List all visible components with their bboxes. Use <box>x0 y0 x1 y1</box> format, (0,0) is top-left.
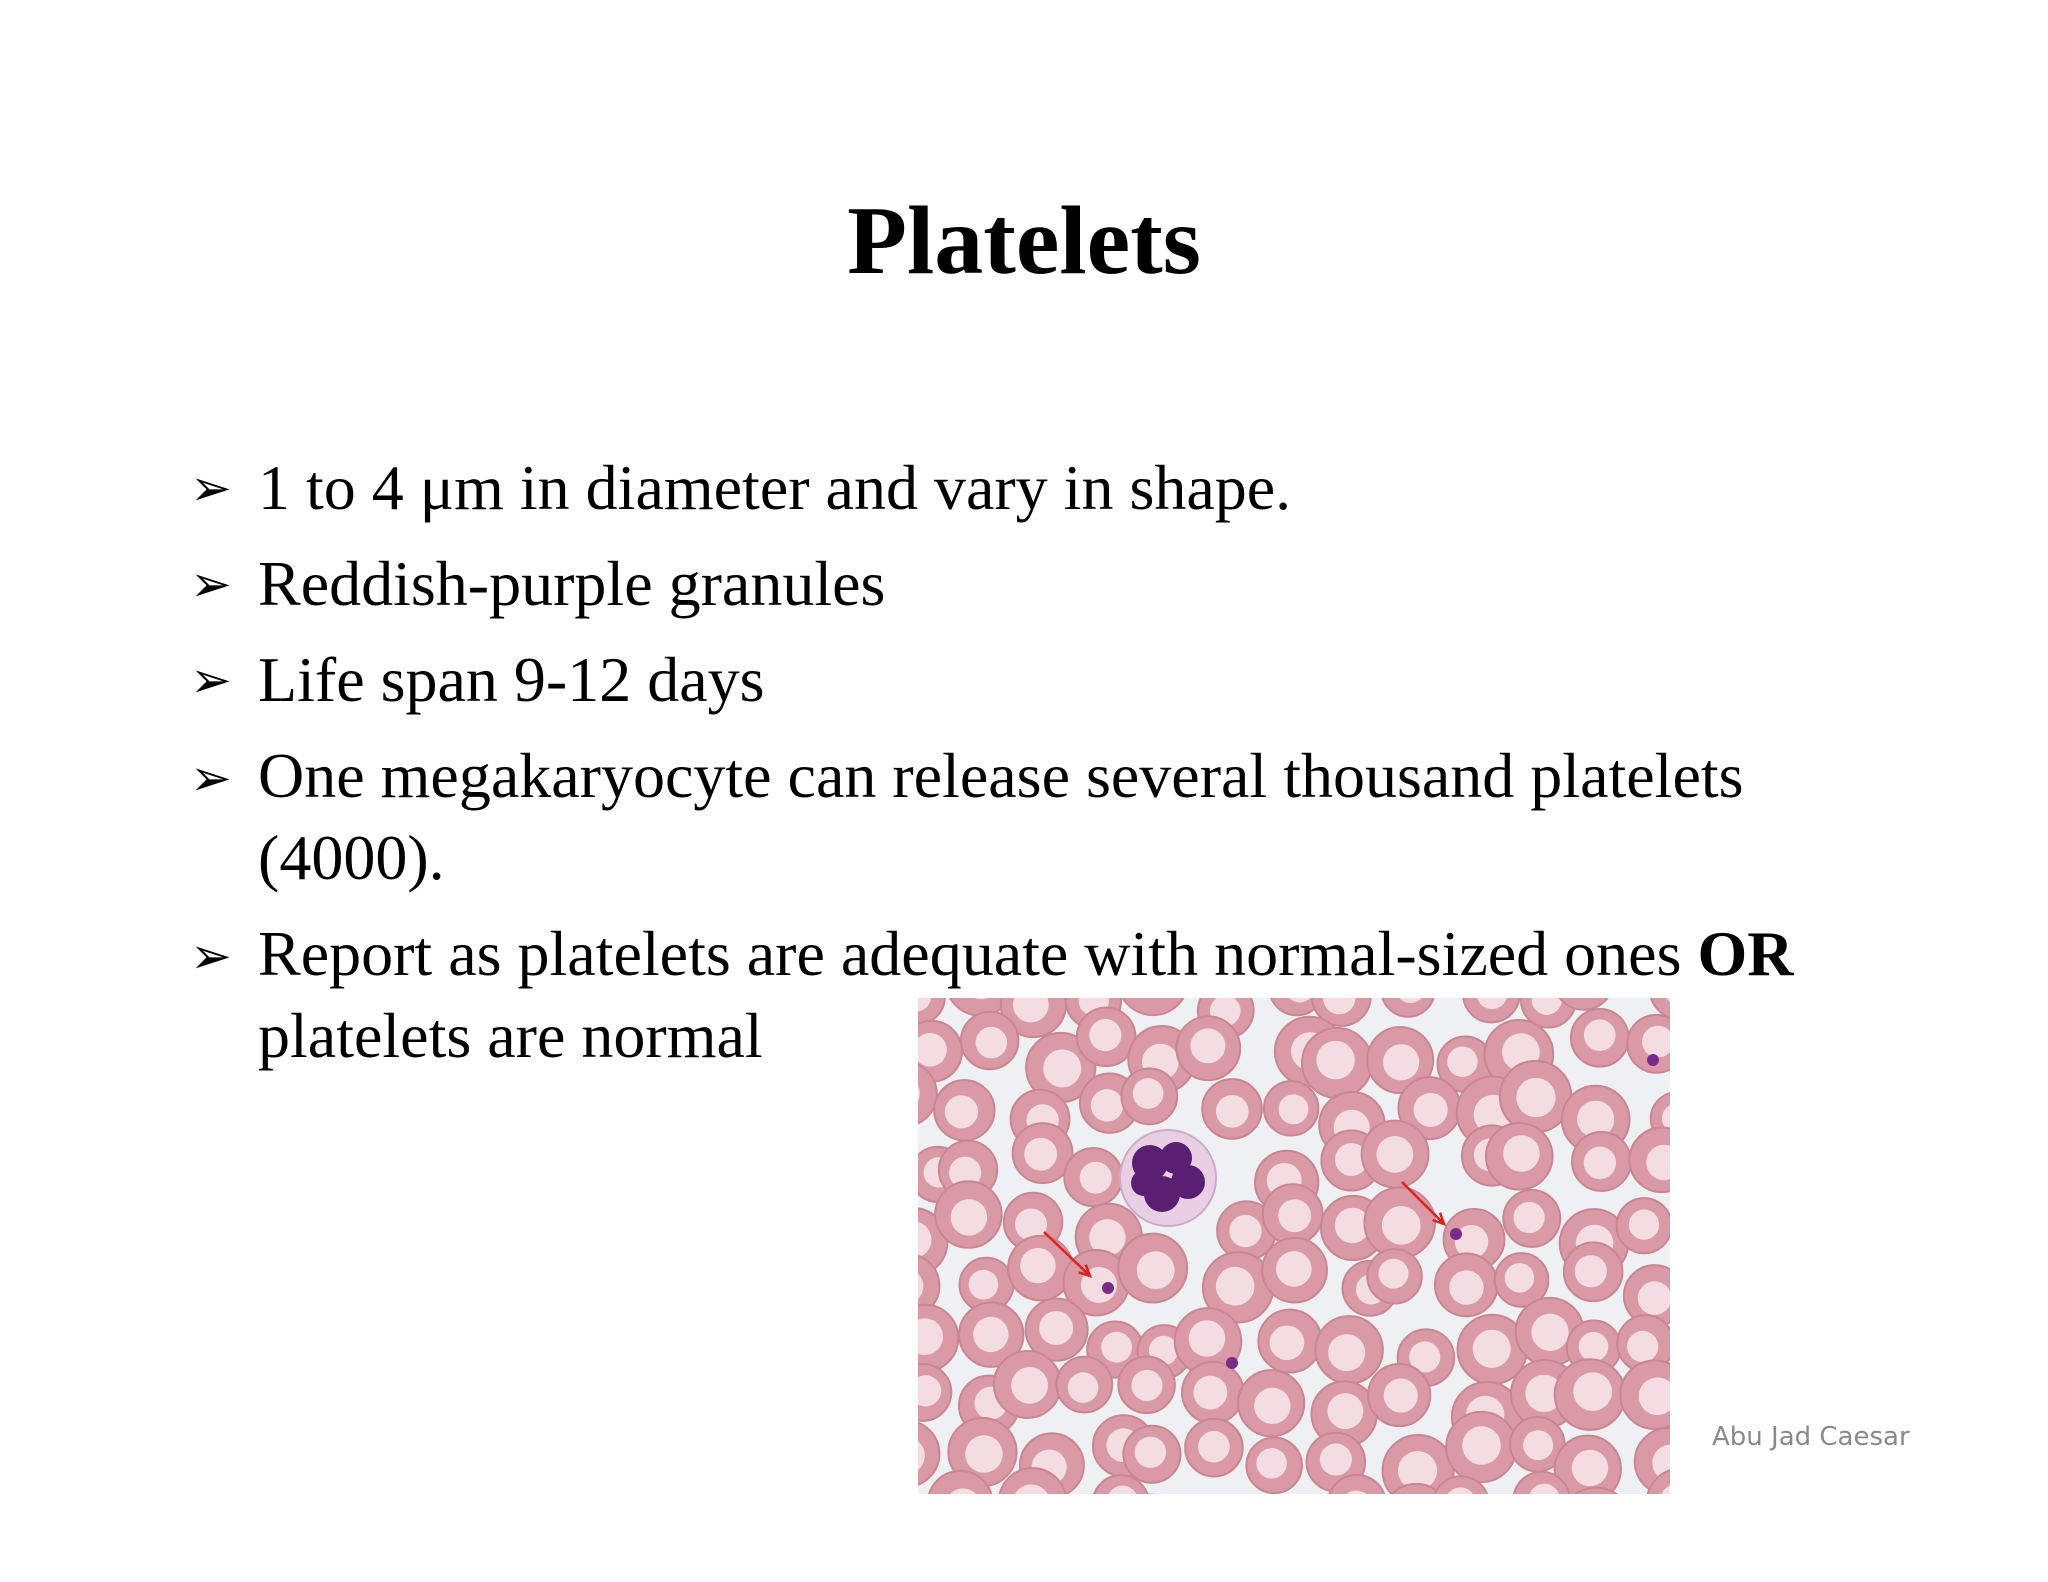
platelet <box>1226 1357 1238 1369</box>
red-blood-cell-center <box>1276 1251 1312 1287</box>
red-blood-cell-center <box>1384 1378 1418 1412</box>
red-blood-cell-center <box>965 1435 1003 1473</box>
red-blood-cell-center <box>1584 1147 1616 1179</box>
red-blood-cell-center <box>1414 1093 1448 1127</box>
red-blood-cell-center <box>1328 1334 1365 1371</box>
red-blood-cell-center <box>1131 1370 1162 1401</box>
red-blood-cell-center <box>1629 1209 1659 1239</box>
bullet-text: Reddish-purple granules <box>258 548 886 619</box>
arrow-bullet-icon: ➢ <box>190 651 232 709</box>
red-blood-cell-center <box>1254 1388 1290 1424</box>
red-blood-cell-center <box>951 1199 988 1236</box>
red-blood-cell-center <box>1379 1259 1409 1289</box>
bullet-text: One megakaryocyte can release several thousand platelets (4000). <box>258 740 1744 893</box>
red-blood-cell-center <box>1573 1372 1612 1411</box>
red-blood-cell-center <box>1516 1078 1555 1117</box>
red-blood-cell-center <box>1627 1331 1658 1362</box>
red-blood-cell-center <box>1089 1019 1121 1051</box>
arrow-bullet-icon: ➢ <box>190 749 232 807</box>
red-blood-cell-center <box>1193 1376 1227 1410</box>
arrow-bullet-icon: ➢ <box>190 927 232 985</box>
red-blood-cell-center <box>969 1270 999 1300</box>
red-blood-cell-center <box>1376 1136 1413 1173</box>
red-blood-cell-center <box>1039 1311 1073 1345</box>
bullet-text: Life span 9-12 days <box>258 644 765 715</box>
red-blood-cell-center <box>1068 1372 1099 1403</box>
bullet-text: 1 to 4 μm in diameter and vary in shape. <box>258 452 1292 523</box>
red-blood-cell-center <box>1505 1263 1534 1292</box>
red-blood-cell-center <box>1216 1095 1249 1128</box>
red-blood-cell-center <box>1575 1255 1607 1287</box>
red-blood-cell-center <box>1462 1426 1501 1465</box>
red-blood-cell-center <box>1382 1206 1421 1245</box>
red-blood-cell-center <box>1320 1443 1352 1475</box>
red-blood-cell-center <box>1229 1215 1261 1247</box>
bullet-bold-or: OR <box>1697 918 1794 989</box>
red-blood-cell-center <box>1270 1325 1305 1360</box>
red-blood-cell-center <box>1101 1332 1132 1363</box>
red-blood-cell-center <box>1091 1089 1124 1122</box>
arrow-bullet-icon: ➢ <box>190 555 232 613</box>
author-credit: Abu Jad Caesar <box>1712 1422 1910 1452</box>
red-blood-cell-center <box>945 1095 978 1128</box>
platelet <box>1102 1282 1114 1294</box>
red-blood-cell-center <box>1137 1251 1175 1289</box>
red-blood-cell-center <box>1278 1199 1311 1232</box>
red-blood-cell-center <box>1043 1049 1081 1087</box>
red-blood-cell-center <box>1584 1019 1616 1051</box>
red-blood-cell-center <box>1579 1332 1609 1362</box>
arrow-bullet-icon: ➢ <box>190 459 232 517</box>
platelet <box>1647 1054 1659 1066</box>
red-blood-cell-center <box>1513 1202 1544 1233</box>
red-blood-cell-center <box>1572 1450 1608 1486</box>
red-blood-cell-center <box>1216 1267 1255 1306</box>
red-blood-cell-center <box>1523 1430 1553 1460</box>
red-blood-cell-center <box>1279 1094 1309 1124</box>
red-blood-cell-center <box>973 1317 1008 1352</box>
red-blood-cell-center <box>1135 1437 1166 1468</box>
red-blood-cell-center <box>1080 1162 1112 1194</box>
red-blood-cell-center <box>976 1027 1008 1059</box>
red-blood-cell-center <box>1447 1047 1477 1077</box>
red-blood-cell-center <box>1198 1431 1230 1463</box>
red-blood-cell-center <box>1383 1044 1419 1080</box>
platelet <box>1450 1228 1462 1240</box>
red-blood-cell-center <box>1503 1135 1540 1172</box>
red-blood-cell-center <box>1190 1028 1225 1063</box>
red-blood-cell-center <box>1020 1248 1055 1283</box>
red-blood-cell-center <box>1531 1314 1568 1351</box>
red-blood-cell-center <box>1473 1330 1511 1368</box>
red-blood-cell-center <box>1316 1041 1354 1079</box>
red-blood-cell-center <box>1638 1281 1670 1315</box>
blood-smear-micrograph <box>918 998 1670 1494</box>
red-blood-cell-center <box>1327 1393 1363 1429</box>
red-blood-cell-center <box>1256 1448 1287 1479</box>
red-blood-cell <box>1118 998 1189 1015</box>
red-blood-cell-center <box>1189 1320 1226 1357</box>
red-blood-cell-center <box>1024 1138 1057 1171</box>
slide-title: Platelets <box>847 187 1201 295</box>
red-blood-cell-center <box>1449 1270 1483 1304</box>
bullet-text-part: platelets are normal <box>258 1000 763 1071</box>
bullet-text-part: Report as platelets are adequate with normal-sized ones <box>258 918 1698 989</box>
red-blood-cell-center <box>1011 1367 1048 1404</box>
red-blood-cell-center <box>1133 1078 1164 1109</box>
white-blood-cell-nucleus <box>1131 1170 1157 1196</box>
blood-smear-image <box>918 998 1670 1494</box>
